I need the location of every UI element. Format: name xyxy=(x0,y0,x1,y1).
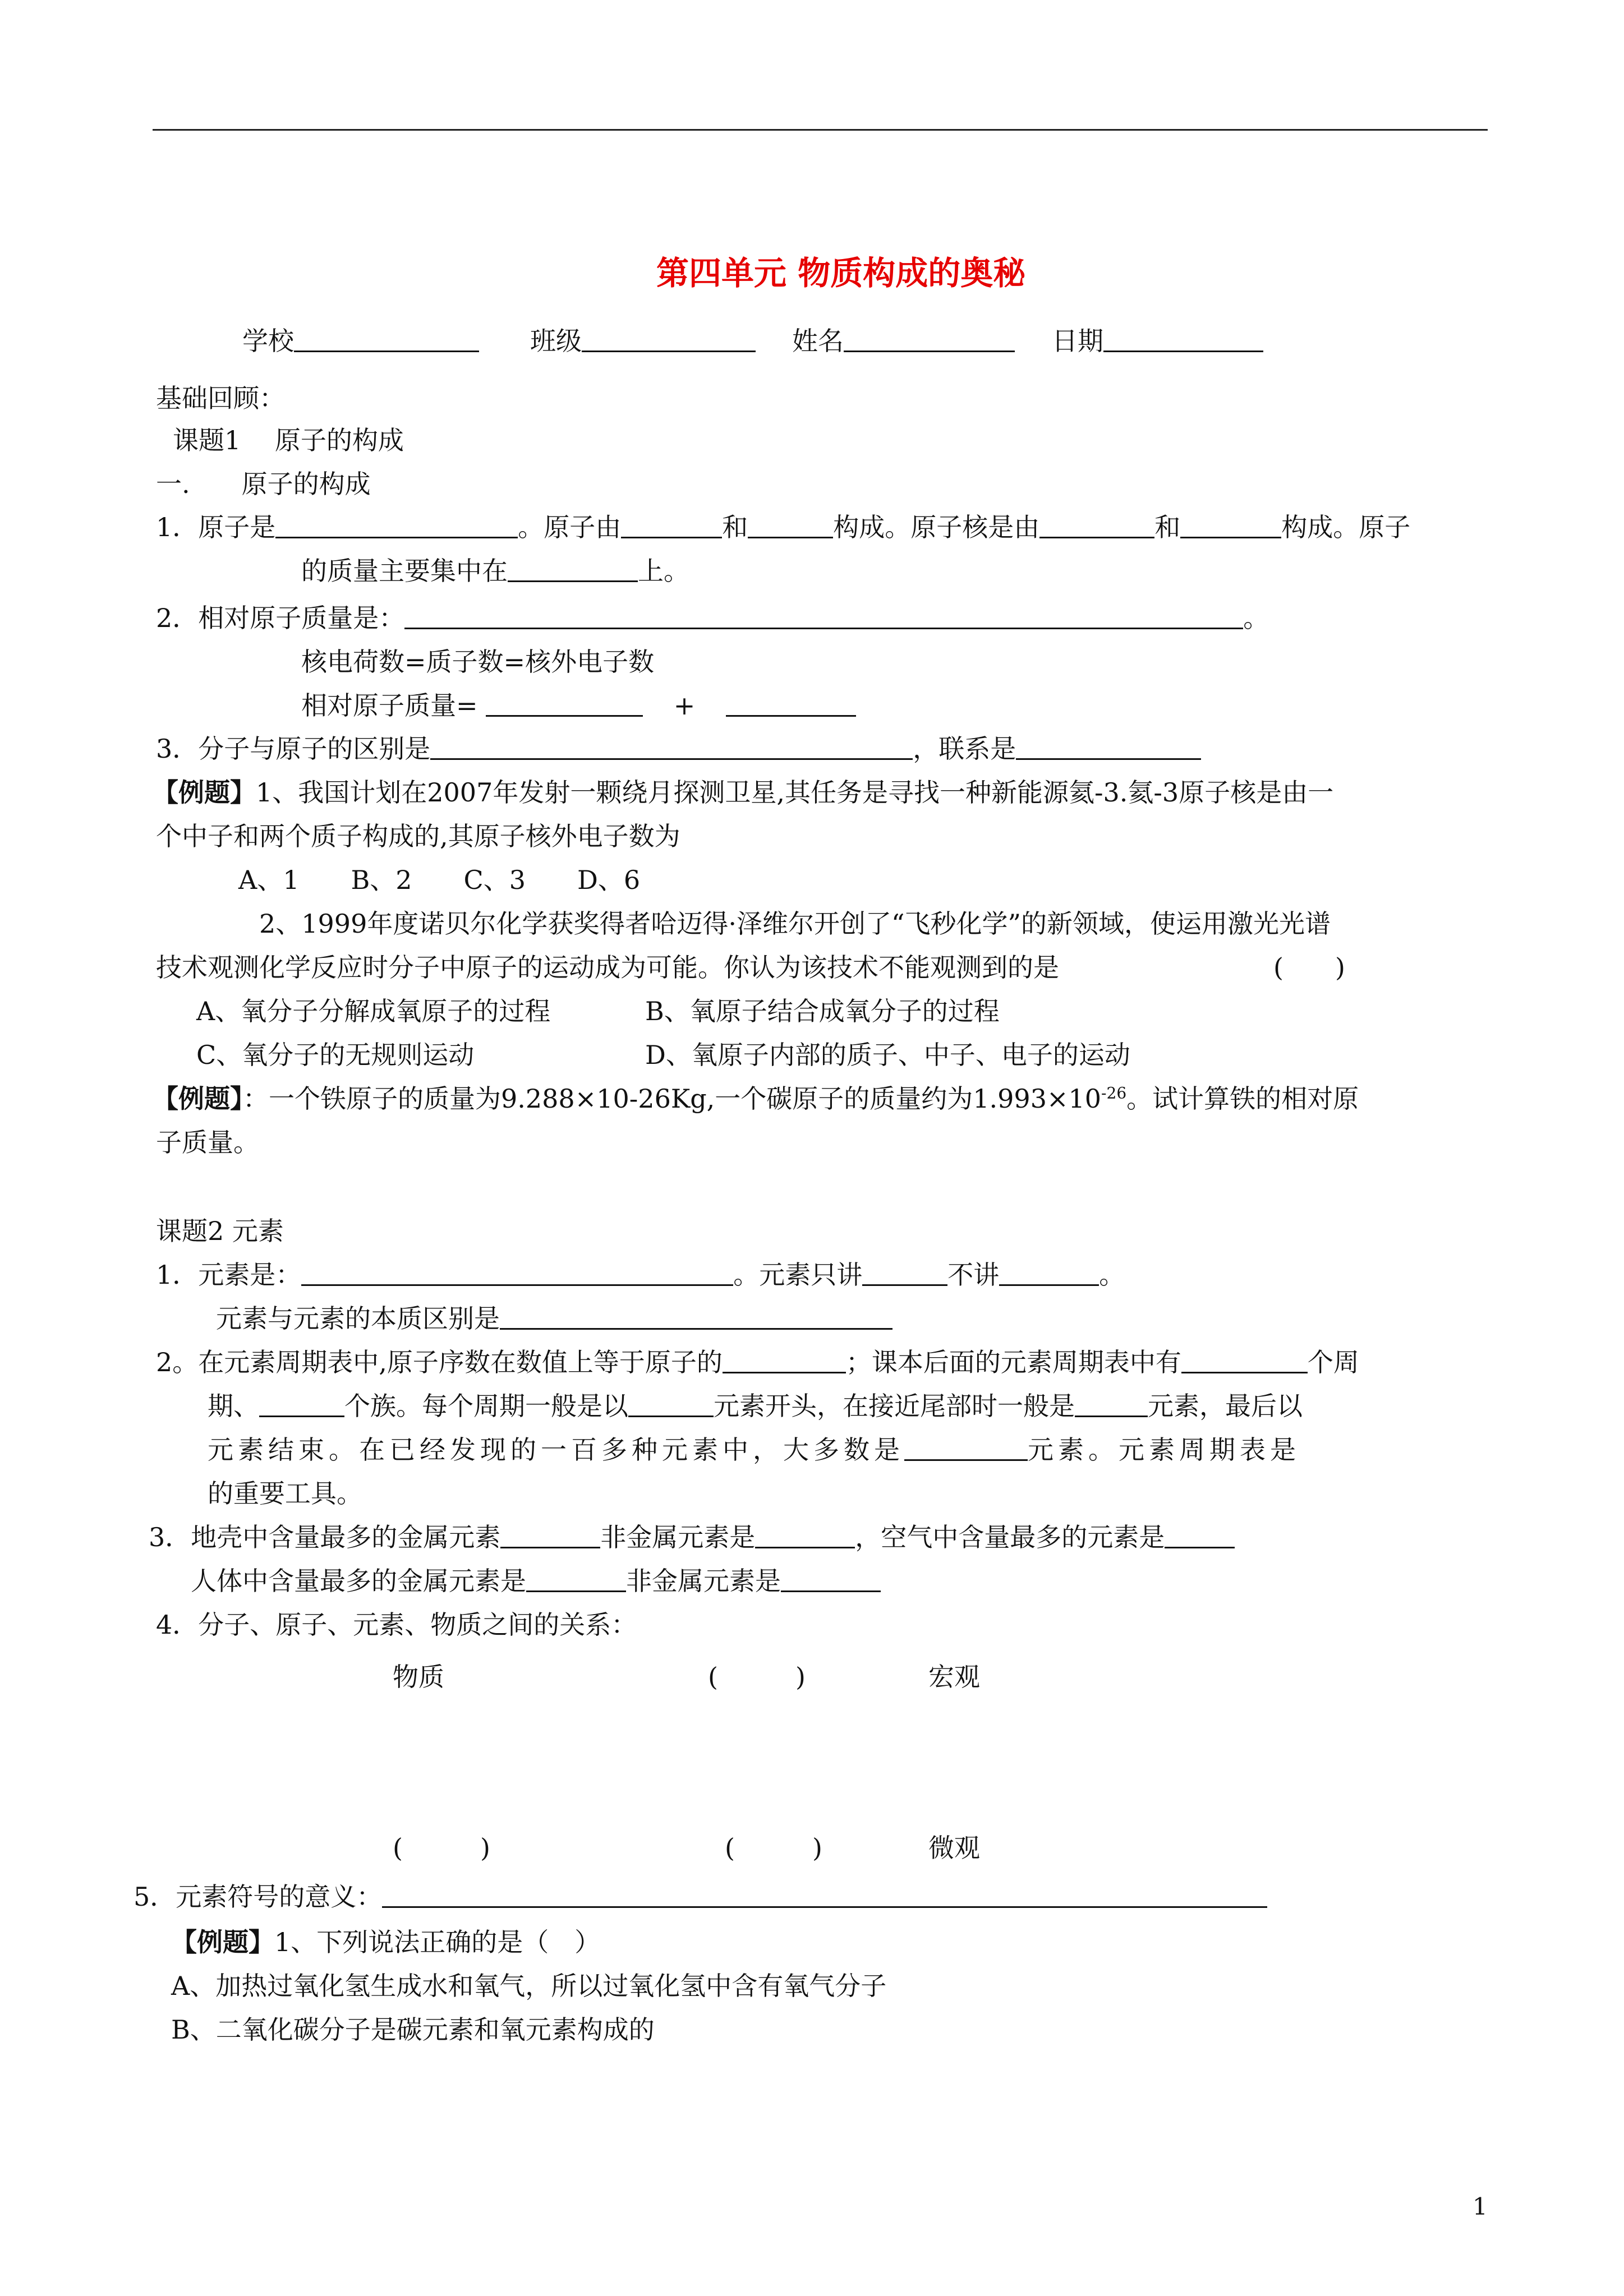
t2-q3-line1: 3．地壳中含量最多的金属元素 非金属元素是 ，空气中含量最多的元素是 xyxy=(149,1520,1235,1554)
example3-line2: 子质量。 xyxy=(156,1127,259,1158)
blank[interactable] xyxy=(621,512,722,538)
blank[interactable] xyxy=(723,1347,846,1373)
diagram-macro: 宏观 xyxy=(928,1662,980,1692)
blank[interactable] xyxy=(755,1522,855,1548)
blank[interactable] xyxy=(382,1882,1267,1908)
blank[interactable] xyxy=(500,1522,600,1548)
name-label: 姓名 xyxy=(792,326,844,356)
date-field xyxy=(1052,324,1263,358)
blank[interactable] xyxy=(430,734,913,760)
topic1-heading: 课题1 原子的构成 xyxy=(173,425,404,455)
blank[interactable] xyxy=(404,603,1243,629)
t2-example-option-b: B、二氧化碳分子是碳元素和氧元素构成的 xyxy=(171,2014,655,2045)
t2-q1-line2: 元素与元素的本质区别是 xyxy=(216,1302,892,1335)
diagram-paren-left[interactable]: ( ) xyxy=(393,1833,490,1863)
blank[interactable] xyxy=(1180,512,1281,538)
blank[interactable] xyxy=(999,1260,1099,1286)
school-field xyxy=(242,324,479,358)
example2-option-c: C、氧分子的无规则运动 xyxy=(196,1040,475,1070)
blank[interactable] xyxy=(259,1391,344,1417)
t2-q5: 5．元素符号的意义： xyxy=(134,1880,1267,1914)
blank[interactable] xyxy=(486,690,643,717)
t2-q1-line1: 1．元素是： 。元素只讲 不讲 。 xyxy=(156,1260,1125,1290)
topic2-heading: 课题2 元素 xyxy=(156,1216,284,1246)
t1-q1-line1: 1．原子是 。原子由 和 构成。原子核是由 和 构成。原子 xyxy=(156,512,1411,542)
t1-q2-line1: 核电荷数=质子数=核外电子数 xyxy=(301,647,655,677)
blank[interactable] xyxy=(1075,1391,1148,1417)
blank[interactable] xyxy=(1016,734,1201,760)
blank[interactable] xyxy=(500,1303,892,1330)
class-label: 班级 xyxy=(530,326,582,356)
example3-line1: 【例题】：一个铁原子的质量为9.288×10-26Kg,一个碳原子的质量约为$1.993\times 10^{-26}$。试计算铁的相对原 xyxy=(153,1084,1359,1114)
diagram-micro: 微观 xyxy=(928,1833,980,1863)
example2-option-b: B、氧原子结合成氧分子的过程 xyxy=(645,996,1000,1026)
date-label: 日期 xyxy=(1052,326,1103,356)
t2-example-line: 【例题】1、下列说法正确的是（ ） xyxy=(171,1927,601,1957)
blank[interactable] xyxy=(275,512,518,538)
blank[interactable] xyxy=(781,1566,881,1592)
name-blank[interactable] xyxy=(844,326,1015,352)
example2-option-d: D、氧原子内部的质子、中子、电子的运动 xyxy=(645,1040,1130,1070)
example1-line2: 个中子和两个质子构成的,其原子核外电子数为 xyxy=(156,821,680,851)
name-field xyxy=(792,324,1015,358)
example1-line1: 【例题】1、我国计划在2007年发射一颗绕月探测卫星,其任务是寻找一种新能源氦-3.氦-3原子核是由一 xyxy=(153,777,1334,808)
page-title: 第四单元 物质构成的奥秘 xyxy=(656,254,1026,292)
blank[interactable] xyxy=(748,512,833,538)
blank[interactable] xyxy=(628,1391,714,1417)
section-label: 基础回顾： xyxy=(156,383,285,413)
example1-options: A、1 B、2 C、3 D、6 xyxy=(238,865,641,895)
t2-q2-line2: 期、 个族。每个周期一般是以 元素开头，在接近尾部时一般是 元素，最后以 xyxy=(208,1391,1303,1421)
t2-q2-line4: 的重要工具。 xyxy=(208,1478,362,1509)
blank[interactable] xyxy=(1039,512,1154,538)
blank[interactable] xyxy=(301,1260,733,1286)
header-rule xyxy=(153,129,1488,131)
blank[interactable] xyxy=(726,690,856,717)
diagram-paren-mid[interactable]: ( ) xyxy=(725,1833,822,1863)
t1-q3: 3．分子与原子的区别是 ，联系是 xyxy=(156,732,1201,766)
class-blank[interactable] xyxy=(582,326,756,352)
class-field xyxy=(530,324,756,358)
example2-answer-paren: ( ) xyxy=(1273,952,1345,983)
diagram-paren-top[interactable]: ( ) xyxy=(708,1662,806,1692)
topic1-subheading: 一. 原子的构成 xyxy=(156,469,371,499)
blank[interactable] xyxy=(904,1435,1028,1461)
diagram-substance: 物质 xyxy=(393,1662,444,1692)
t2-q4-label: 4．分子、原子、元素、物质之间的关系： xyxy=(156,1610,637,1640)
t1-q1-line2: 的质量主要集中在 上。 xyxy=(301,556,689,586)
t2-example-option-a: A、加热过氧化氢生成水和氧气，所以过氧化氢中含有氧气分子 xyxy=(171,1971,887,2001)
t2-q2-line1: 2。在元素周期表中,原子序数在数值上等于原子的 ；课本后面的元素周期表中有 个周 xyxy=(156,1347,1359,1377)
example2-line1: 2、1999年度诺贝尔化学获奖得者哈迈得·泽维尔开创了“飞秒化学”的新领域，使运用激光光谱 xyxy=(259,909,1331,939)
blank[interactable] xyxy=(862,1260,947,1286)
example2-line2: 技术观测化学反应时分子中原子的运动成为可能。你认为该技术不能观测到的是 xyxy=(156,952,1059,983)
blank[interactable] xyxy=(1181,1347,1308,1373)
page-number: 1 xyxy=(1473,2193,1488,2220)
school-label: 学校 xyxy=(242,326,294,356)
example2-option-a: A、氧分子分解成氧原子的过程 xyxy=(196,996,551,1026)
t1-q2: 2．相对原子质量是： 。 xyxy=(156,603,1269,633)
blank[interactable] xyxy=(508,556,638,582)
date-blank[interactable] xyxy=(1103,326,1263,352)
t1-q2-line2: 相对原子质量= + xyxy=(301,689,856,722)
t2-q2-line3: 元素结束。在已经发现的一百多种元素中，大多数是 元素。元素周期表是 xyxy=(208,1435,1300,1465)
school-blank[interactable] xyxy=(294,326,479,352)
blank[interactable] xyxy=(1165,1522,1235,1548)
t2-q3-line2: 人体中含量最多的金属元素是 非金属元素是 xyxy=(191,1564,881,1598)
blank[interactable] xyxy=(526,1566,626,1592)
